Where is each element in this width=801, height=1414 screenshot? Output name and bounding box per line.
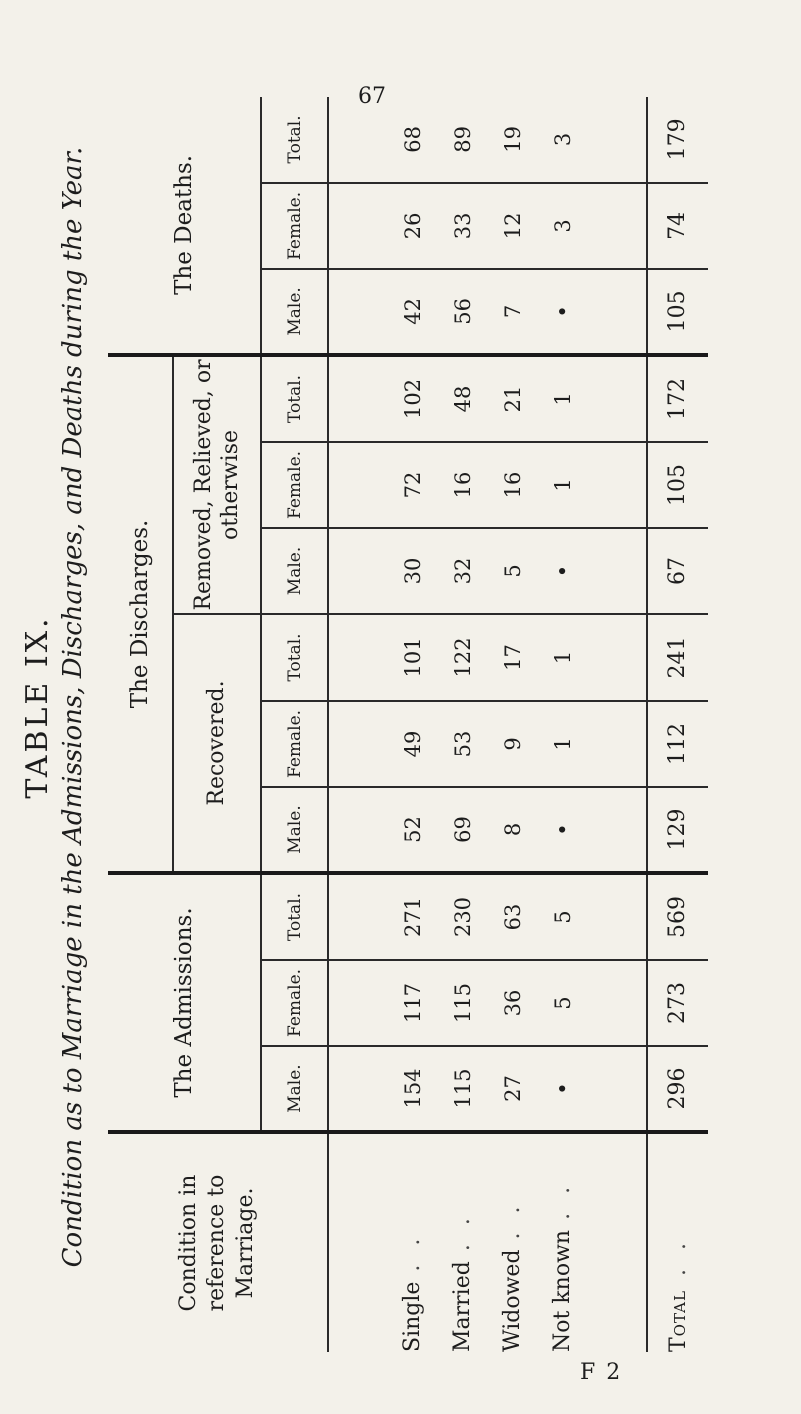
table-cell: 271 (400, 896, 425, 938)
total-removed-total: 172 (647, 355, 708, 442)
page-footer: F 2 (580, 1360, 623, 1385)
total-deaths-male: 105 (647, 269, 708, 355)
table-cell: 63 (500, 903, 525, 931)
table-cell: 48 (450, 385, 475, 413)
total-recovered-total: 241 (647, 614, 708, 701)
deaths-female-column (328, 183, 647, 269)
admissions-header: The Admissions. (108, 873, 261, 1132)
discharges-header: The Discharges. (108, 355, 173, 873)
table-cell: 89 (450, 126, 475, 153)
table-cell: 12 (500, 212, 525, 240)
table-cell: 17 (500, 644, 525, 671)
table-cell: 36 (500, 989, 525, 1017)
table-cell: 5 (550, 996, 575, 1010)
removed-male-header: Male. (261, 528, 328, 614)
table-cell: 5 (550, 910, 575, 924)
table-cell: 9 (500, 737, 525, 751)
admissions-female-header: Female. (261, 960, 328, 1046)
table-cell: • (550, 823, 575, 836)
table-cell: 16 (500, 471, 525, 499)
admissions-total-column (328, 873, 647, 960)
table-cell: 230 (450, 896, 475, 938)
table-cell: 68 (400, 126, 425, 153)
recovered-female-column (328, 701, 647, 787)
removed-total-column (328, 355, 647, 442)
total-admissions-male: 296 (647, 1046, 708, 1132)
table-cell: 26 (400, 212, 425, 240)
table-cell: 3 (550, 219, 575, 233)
table-cell: 53 (450, 730, 475, 758)
table-cell: 1 (550, 392, 575, 406)
table-cell: 42 (400, 298, 425, 325)
table-cell: 115 (450, 982, 475, 1024)
admissions-male-column (328, 1046, 647, 1132)
marriage-condition-table (108, 97, 708, 1352)
recovered-female-header: Female. (261, 701, 328, 787)
table-cell: • (550, 564, 575, 578)
recovered-header: Recovered. (173, 614, 261, 873)
table-cell: 52 (400, 816, 425, 843)
table-cell: 1 (550, 650, 575, 665)
condition-labels (328, 1132, 647, 1352)
recovered-male-column (328, 787, 647, 873)
page-number: 67 (358, 84, 386, 109)
table-cell: 1 (550, 478, 575, 492)
table-cell: 5 (500, 564, 525, 578)
table-cell: 33 (450, 212, 475, 240)
table-cell: 19 (500, 126, 525, 153)
total-recovered-male: 129 (647, 787, 708, 873)
deaths-header: The Deaths. (108, 97, 261, 355)
total-admissions-female: 273 (647, 960, 708, 1046)
removed-female-header: Female. (261, 442, 328, 528)
deaths-male-column (328, 269, 647, 355)
total-row-label: Total . . (647, 1132, 708, 1352)
table-cell: 27 (500, 1075, 525, 1102)
table-cell: 72 (400, 471, 425, 499)
total-recovered-female: 112 (647, 701, 708, 787)
table-cell: 102 (400, 378, 425, 419)
total-deaths-female: 74 (647, 183, 708, 269)
table-label: TABLE IX. (20, 615, 55, 799)
table-caption: Condition as to Marriage in the Admissions, Discharges, and Deaths during the Year. (58, 146, 88, 1268)
table-cell: 122 (450, 637, 475, 678)
table-cell: 7 (500, 304, 525, 319)
deaths-total-column (328, 97, 647, 183)
table-cell: 8 (500, 822, 525, 837)
admissions-female-column (328, 960, 647, 1046)
table-cell: 101 (400, 637, 425, 678)
table-cell: 30 (400, 557, 425, 585)
table-cell: 49 (400, 730, 425, 758)
table-cell: 69 (450, 816, 475, 843)
deaths-female-header: Female. (261, 183, 328, 269)
table-cell: 3 (550, 132, 575, 147)
admissions-total-header: Total. (261, 873, 328, 960)
table-cell: 56 (450, 298, 475, 325)
table-cell: 115 (450, 1068, 475, 1109)
admissions-male-header: Male. (261, 1046, 328, 1132)
table-cell: 117 (400, 982, 425, 1024)
row-label-single: Single . . (400, 1232, 425, 1352)
deaths-male-header: Male. (261, 269, 328, 355)
recovered-total-column (328, 614, 647, 701)
row-label-not-known: Not known . . (550, 1180, 575, 1352)
total-removed-male: 67 (647, 528, 708, 614)
removed-total-header: Total. (261, 355, 328, 442)
total-admissions-total: 569 (647, 873, 708, 960)
table-cell: 154 (400, 1068, 425, 1109)
removed-female-column (328, 442, 647, 528)
table-cell: 21 (500, 385, 525, 413)
total-row (647, 97, 708, 1352)
condition-header: Condition in reference to Marriage. (108, 1132, 328, 1352)
total-deaths-total: 179 (647, 97, 708, 183)
row-label-widowed: Widowed . . (500, 1200, 525, 1352)
table-cell: • (550, 305, 575, 318)
row-label-married: Married . . (450, 1212, 475, 1352)
removed-header: Removed, Relieved, or otherwise (173, 355, 261, 614)
table-cell: • (550, 1082, 575, 1095)
table-cell: 1 (550, 737, 575, 751)
recovered-male-header: Male. (261, 787, 328, 873)
total-removed-female: 105 (647, 442, 708, 528)
recovered-total-header: Total. (261, 614, 328, 701)
table-cell: 16 (450, 471, 475, 499)
deaths-total-header: Total. (261, 97, 328, 183)
table-cell: 32 (450, 557, 475, 585)
removed-male-column (328, 528, 647, 614)
